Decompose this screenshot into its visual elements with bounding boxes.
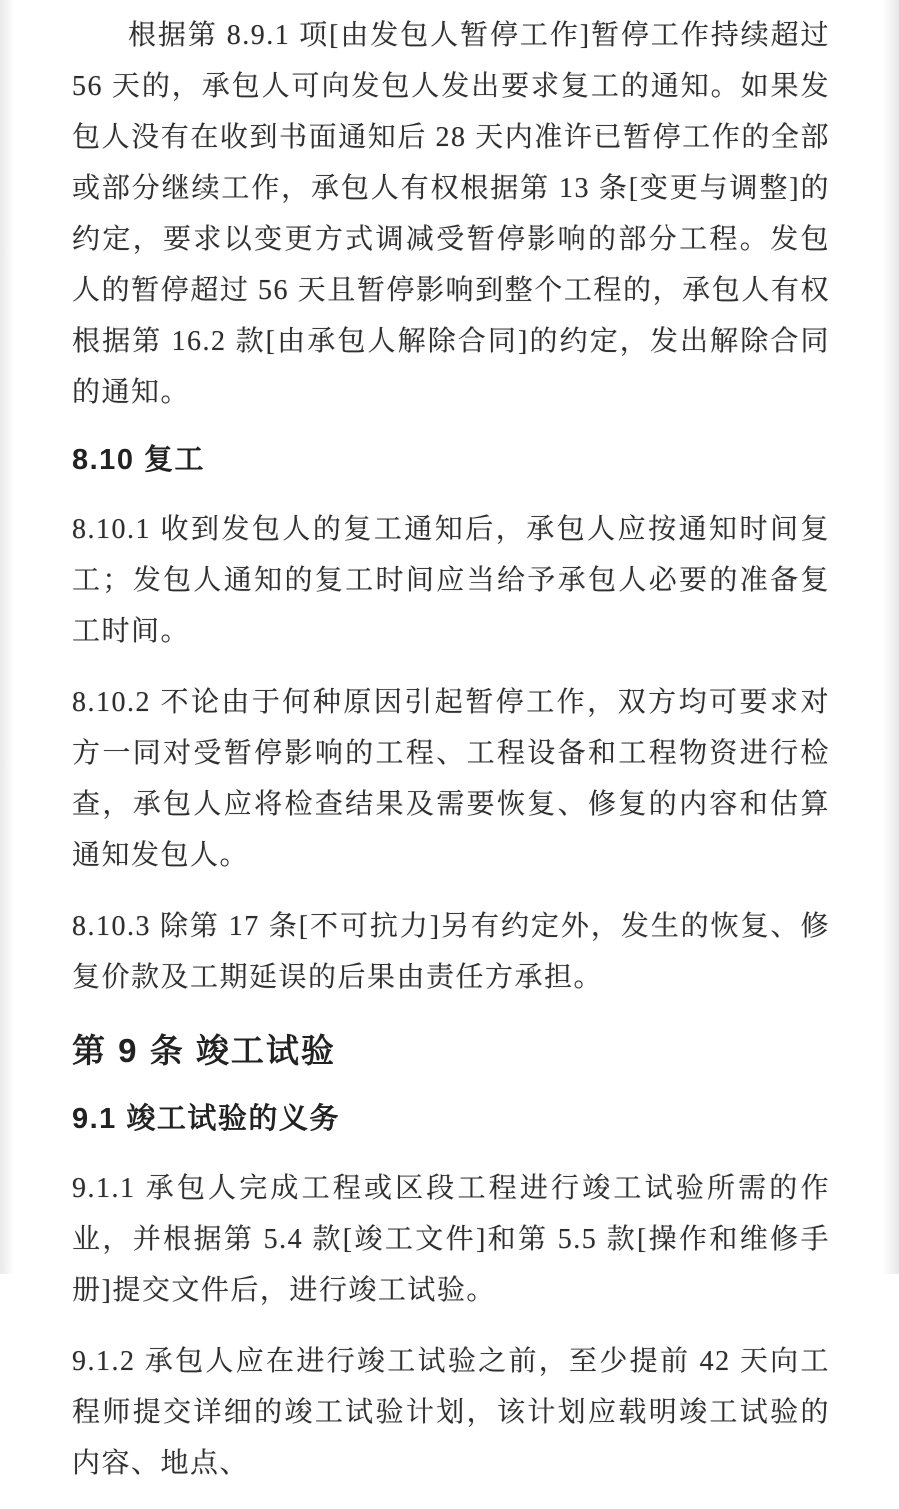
paragraph-8-10-3: 8.10.3 除第 17 条[不可抗力]另有约定外，发生的恢复、修复价款及工期延误的后果由责任方承担。 [72, 911, 830, 993]
paragraph-9-1-2: 9.1.2 承包人应在进行竣工试验之前，至少提前 42 天向工程师提交详细的竣工试验计划，该计划应载明竣工试验的内容、地点、 [72, 1346, 830, 1479]
paragraph-9-1-1: 9.1.1 承包人完成工程或区段工程进行竣工试验所需的作业，并根据第 5.4 款[竣工文件]和第 5.5 款[操作和维修手册]提交文件后，进行竣工试验。 [72, 1173, 830, 1306]
heading-8-10-resumption: 8.10 复工 [72, 444, 205, 476]
paragraph-8-10-2: 8.10.2 不论由于何种原因引起暂停工作，双方均可要求对方一同对受暂停影响的工程、工程设备和工程物资进行检查，承包人应将检查结果及需要恢复、修复的内容和估算通知发包人。 [72, 687, 830, 871]
heading-clause-9-completion-tests: 第 9 条 竣工试验 [72, 1032, 336, 1069]
document-body [72, 10, 830, 1509]
paragraph-8-10-1: 8.10.1 收到发包人的复工通知后，承包人应按通知时间复工；发包人通知的复工时间应当给予承包人必要的准备复工时间。 [72, 514, 830, 647]
heading-9-1-obligations: 9.1 竣工试验的义务 [72, 1103, 340, 1135]
paragraph-resume-work-notice: 根据第 8.9.1 项[由发包人暂停工作]暂停工作持续超过 56 天的，承包人可向发包人发出要求复工的通知。如果发包人没有在收到书面通知后 28 天内准许已暂停工作的全部或部分继续工作，承包人有权根据第 13 条[变更与调整]的约定，要求以变更方式调减受暂停影响的部分工程。发包人的暂停超过 56 天且暂停影响到整个工程的，承包人有权根据第 16.2 款[由承包人解除合同]的约定，发出解除合同的通知。 [72, 20, 830, 408]
